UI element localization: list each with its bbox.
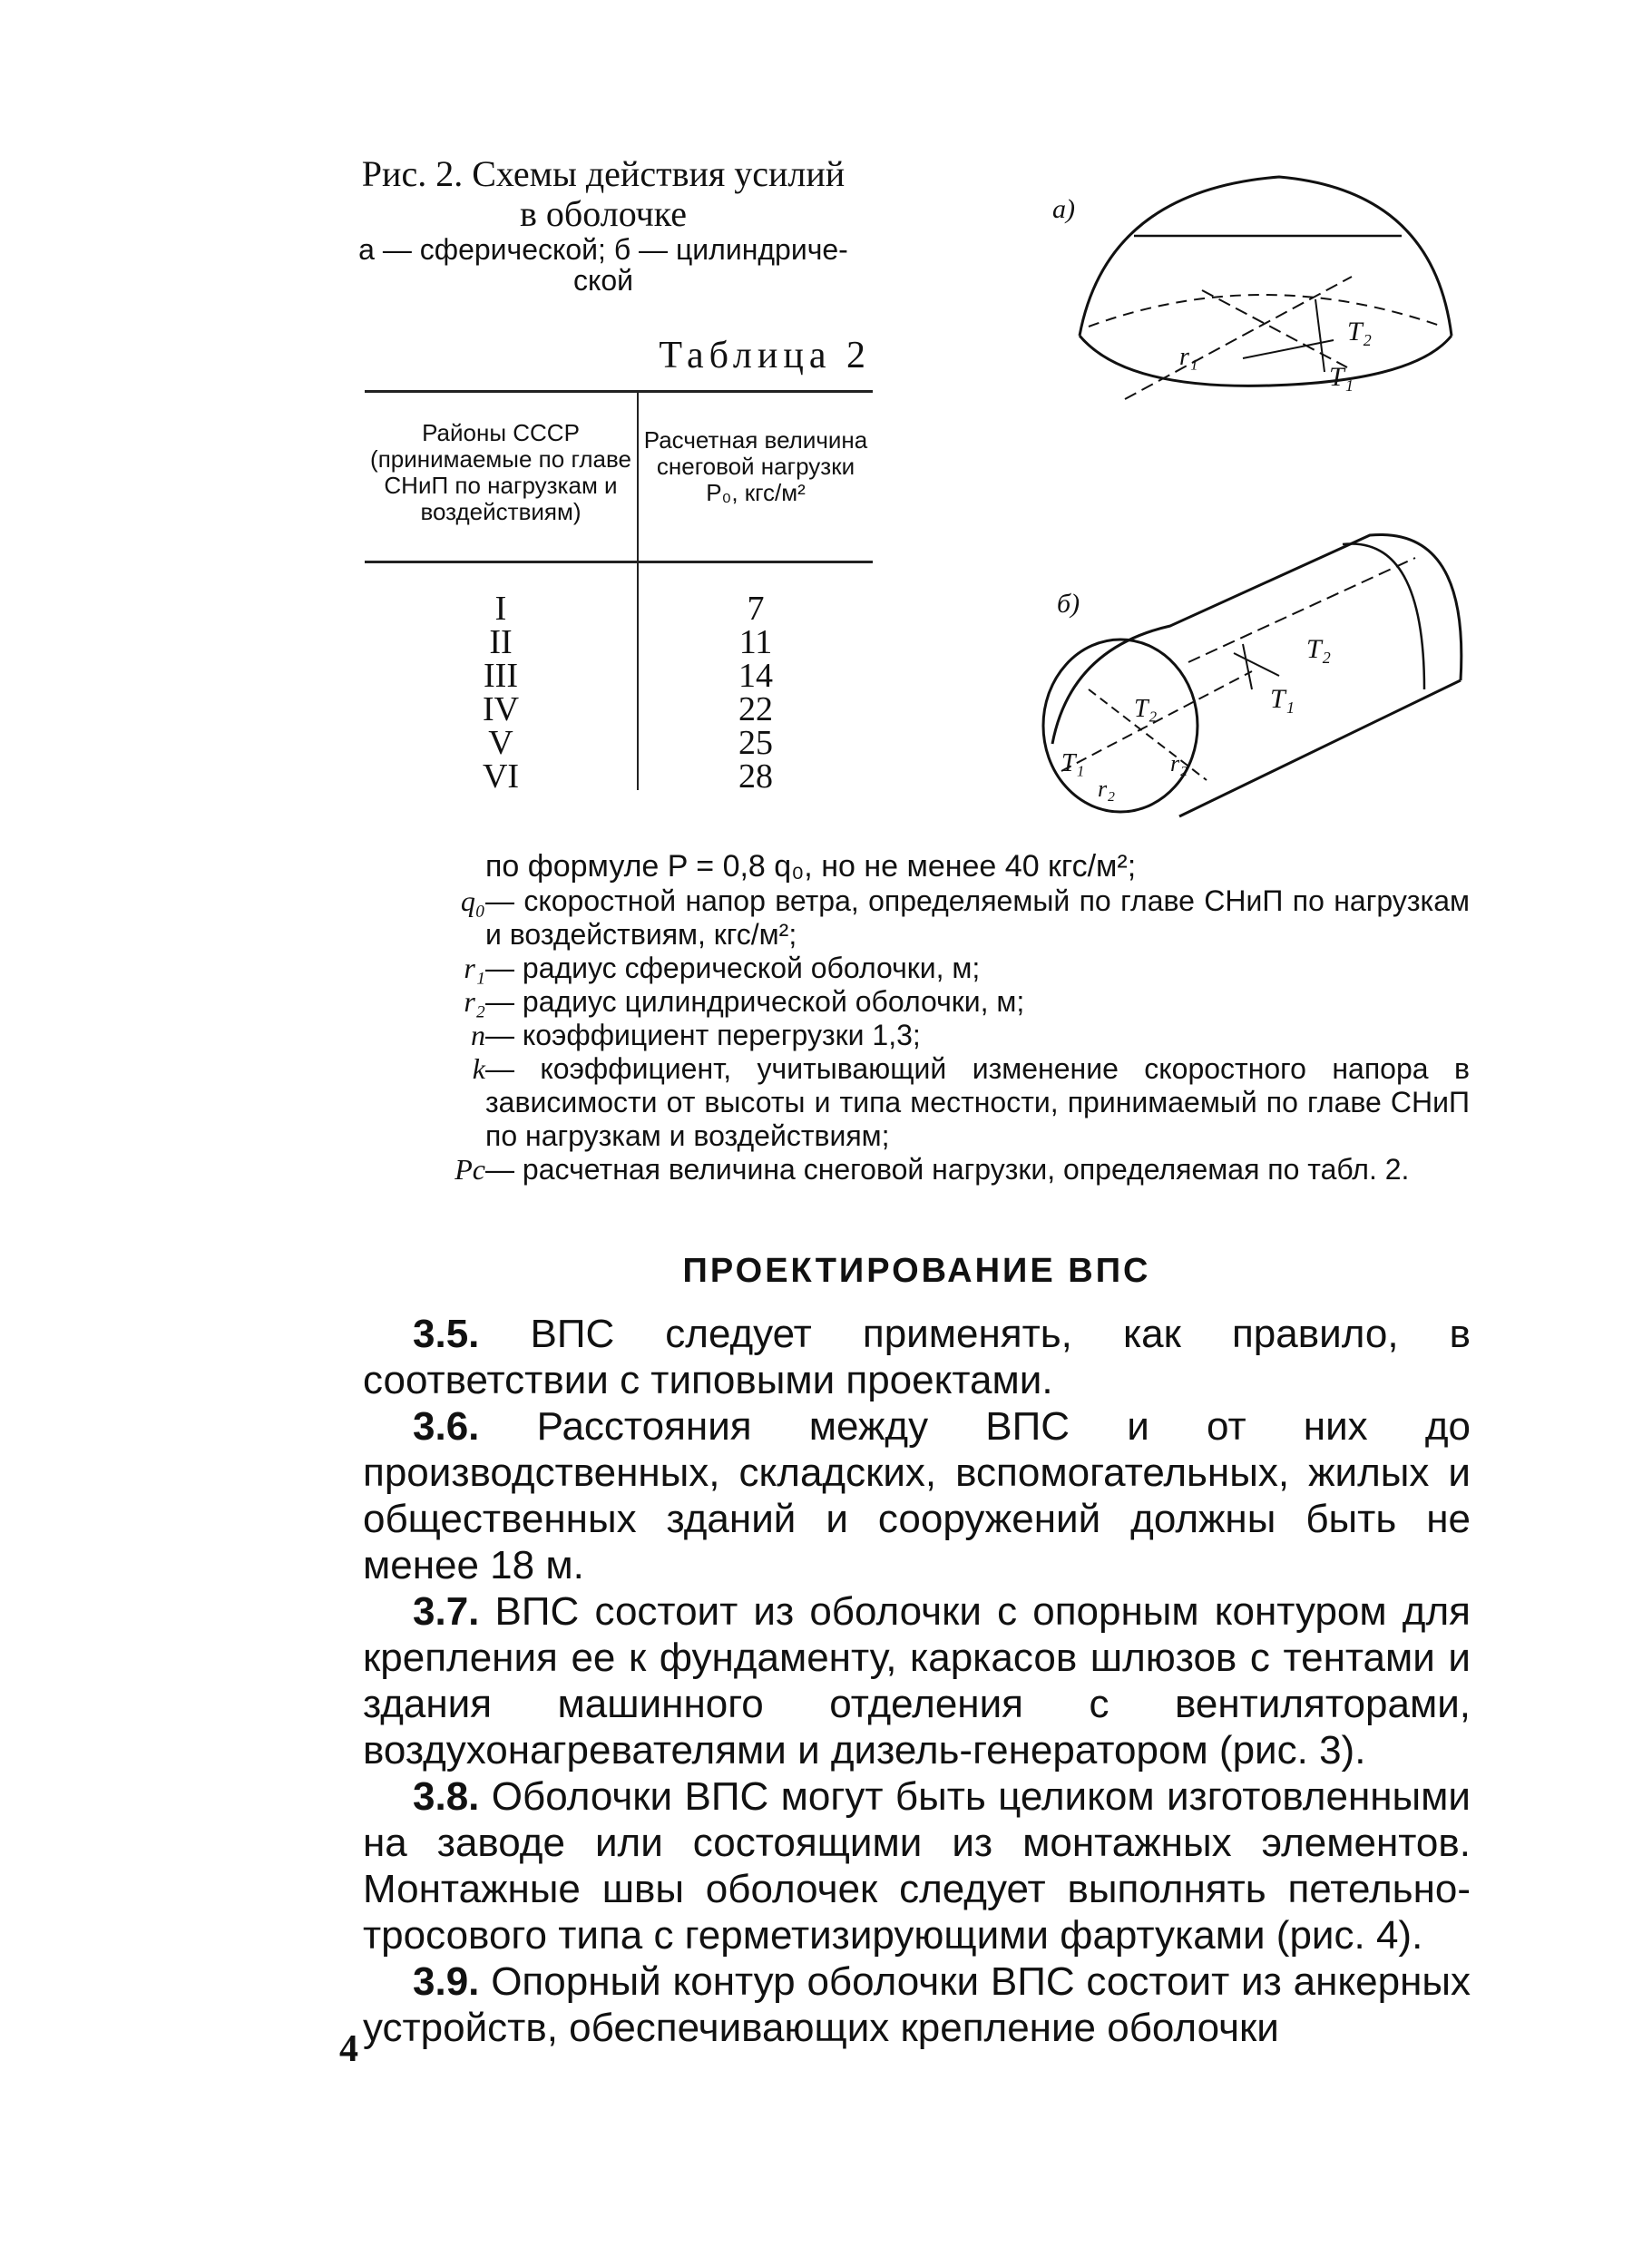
legend-symbol: k	[472, 1052, 485, 1085]
legend-text: — расчетная величина снеговой нагрузки, определяемая по табл. 2.	[485, 1153, 1410, 1186]
table-header	[365, 390, 873, 563]
table-cell-value: 22	[738, 690, 773, 728]
label-T2-b-end: T₂	[1134, 695, 1158, 723]
figure-caption-title-cont: в оболочке	[520, 193, 687, 234]
paragraph	[363, 1311, 1471, 1403]
label-r1: r₁	[1179, 343, 1198, 371]
table-column-values	[639, 563, 873, 796]
paragraph-text: Опорный контур оболочки ВПС состоит из анкерных устройств, обеспечивающих крепление оболочки	[363, 1959, 1471, 2050]
section-heading: ПРОЕКТИРОВАНИЕ ВПС	[682, 1252, 1151, 1290]
table-cell-value: 28	[738, 757, 773, 796]
table-cell-region: VI	[482, 757, 520, 796]
paragraph-number: 3.5.	[413, 1312, 480, 1356]
table-cell-value: 25	[738, 724, 773, 762]
table-cell-value: 14	[738, 657, 773, 695]
legend-formula-line: по формуле P = 0,8 q₀, но не менее 40 кгс/м²;	[485, 849, 1137, 884]
paragraph-text: ВПС состоит из оболочки с опорным контуром для крепления ее к фундаменту, каркасов шлюзов с тентами и здания машинного отделения с вентиляторами, воздухонагревателями и дизель-генератором (рис. 3).	[363, 1589, 1471, 1773]
label-T1-b-end: T₁	[1061, 749, 1085, 777]
cylindrical-shell-diagram	[1043, 534, 1461, 816]
table-cell-region: III	[484, 657, 518, 695]
figure-caption-legend-cont: ской	[572, 264, 634, 297]
shell-schemes-figure	[1034, 154, 1488, 825]
paragraph-number: 3.7.	[413, 1589, 480, 1634]
label-T1-a: T₁	[1329, 362, 1354, 392]
legend-symbol: r₁	[464, 952, 485, 984]
table-title: Таблица 2	[659, 335, 871, 376]
legend-item	[381, 1019, 1470, 1052]
legend-text: — коэффициент, учитывающий изменение скоростного напора в зависимости от высоты и типа местности, принимаемый по главе СНиП по нагрузкам и воздействиям;	[485, 1052, 1470, 1152]
paragraph-text: Оболочки ВПС могут быть целиком изготовленными на заводе или состоящими из монтажных элементов. Монтажные швы оболочек следует выполнять петельно-тросового типа с герметизирующими фартуками (рис. 4).	[363, 1774, 1471, 1958]
paragraph	[363, 1958, 1471, 2051]
paragraph-text: Расстояния между ВПС и от них до производственных, складских, вспомогательных, жилых и общественных зданий и сооружений должны быть не менее 18 м.	[363, 1404, 1471, 1587]
table-cell-region: II	[489, 623, 513, 661]
formula-legend	[381, 848, 1470, 1187]
table-cell-value: 11	[738, 623, 773, 661]
paragraph-number: 3.8.	[413, 1774, 480, 1819]
legend-symbol: q₀	[460, 884, 485, 917]
legend-text: — радиус цилиндрической оболочки, м;	[485, 985, 1025, 1018]
paragraph	[363, 1773, 1471, 1958]
label-r2-end: r₂	[1098, 776, 1116, 802]
snow-load-table	[365, 390, 873, 796]
legend-item	[381, 952, 1470, 985]
legend-text: — коэффициент перегрузки 1,3;	[485, 1019, 921, 1051]
figure-caption	[322, 154, 885, 296]
figure-a-label: а)	[1052, 194, 1075, 224]
paragraph-number: 3.6.	[413, 1404, 480, 1449]
table-column-regions	[365, 563, 639, 796]
body-text	[363, 1311, 1471, 2051]
label-T2-b: T₂	[1306, 634, 1332, 664]
paragraph-text: ВПС следует применять, как правило, в соответствии с типовыми проектами.	[363, 1312, 1471, 1402]
table-header-regions: Районы СССР (принимаемые по главе СНиП по нагрузкам и воздействиям)	[365, 393, 639, 561]
table-cell-region: I	[494, 590, 507, 628]
label-T1-b: T₁	[1270, 684, 1295, 714]
table-cell-value: 7	[747, 590, 765, 628]
table-header-load: Расчетная величина снеговой нагрузки Р₀, кгс/м²	[643, 426, 868, 506]
page-number: 4	[339, 2028, 358, 2070]
legend-item	[381, 1153, 1470, 1187]
legend-symbol: r₂	[464, 985, 485, 1018]
table-cell-region: V	[488, 724, 513, 762]
label-T2-a: T₂	[1347, 317, 1373, 347]
legend-symbol: Pс	[455, 1153, 485, 1186]
table-cell-region: IV	[482, 690, 520, 728]
legend-item	[381, 1052, 1470, 1153]
paragraph-number: 3.9.	[413, 1959, 480, 2004]
legend-item	[381, 985, 1470, 1019]
table-body	[365, 563, 873, 796]
paragraph	[363, 1588, 1471, 1773]
legend-symbol: n	[471, 1019, 485, 1051]
figure-b-label: б)	[1057, 589, 1080, 619]
paragraph	[363, 1403, 1471, 1588]
label-r2-side: r₂	[1170, 750, 1188, 776]
legend-text: — скоростной напор ветра, определяемый по главе СНиП по нагрузкам и воздействиям, кгс/м²;	[485, 884, 1470, 951]
spherical-shell-diagram	[1052, 177, 1452, 399]
legend-text: — радиус сферической оболочки, м;	[485, 952, 981, 984]
legend-item	[381, 884, 1470, 952]
figure-caption-legend: а — сферической; б — цилиндриче-	[358, 233, 848, 266]
figure-caption-title: Рис. 2. Схемы действия усилий	[361, 153, 846, 194]
